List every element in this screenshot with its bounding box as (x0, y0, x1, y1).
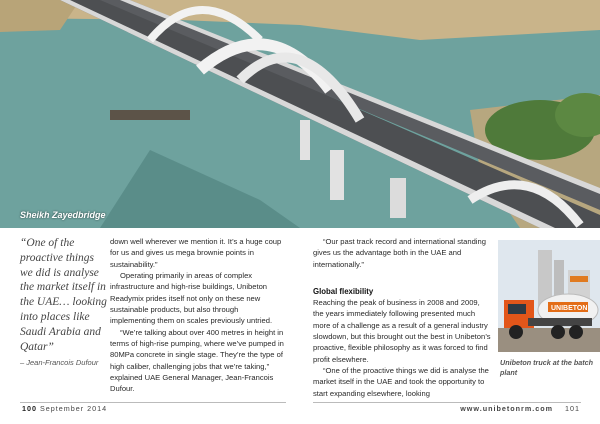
page-number-left: 100 (22, 404, 37, 413)
article-column-3 (313, 236, 491, 399)
footer-rule-left (20, 402, 286, 403)
photo-caption: Sheikh Zayedbridge (20, 210, 106, 220)
website-url[interactable]: www.unibetonrm.com (460, 404, 553, 413)
truck-brand-text: UNIBETON (551, 305, 588, 312)
paragraph: “Our past track record and international standing gives us the advantage both in the UAE and internationally.” (313, 237, 486, 269)
pull-quote: “One of the proactive things we did is analyse the market itself in the UAE… looking into places like Saudi Arabia and Qatar” (20, 237, 107, 353)
footer-right (460, 404, 580, 413)
section-heading: Global flexibility (313, 287, 374, 297)
issue-date: September 2014 (40, 404, 108, 413)
paragraph: Reaching the peak of business in 2008 and 2009, the years immediately following presented much more of a challenge as a result of a general industry slowdown, but this brought out the best in Unibeton’s proactive, flexible philosophy as it was forced to find profit elsewhere. (313, 298, 491, 364)
truck-illustration (498, 240, 600, 352)
paragraph: Operating primarily in areas of complex infrastructure and high-rise buildings, Unibeton Readymix prides itself not only on these new sustainable products, but also through implementing them on scales previously untried. (110, 271, 273, 326)
paragraph: “We’re talking about over 400 metres in height in terms of high-rise pumping, where we’ve pumped in 80MPa concrete in single stage. They’re the type of high caliber, challenging jobs that we’re taking,” explained UAE General Manager, Jean-Francois Dufour. (110, 327, 284, 394)
footer-rule-right (313, 402, 581, 403)
truck-photo (498, 240, 600, 352)
page-number-right: 101 (565, 404, 580, 413)
truck-caption: Unibeton truck at the batch plant (500, 358, 594, 377)
article-column-2 (110, 236, 285, 395)
footer-left (22, 404, 107, 413)
paragraph: “One of the proactive things we did is analyse the market itself in the UAE and took the opportunity to start expanding elsewhere, looking (313, 366, 489, 398)
pull-quote-attribution: – Jean-Francois Dufour (20, 358, 99, 367)
paragraph: down well wherever we mention it. It’s a huge coup for us and gives us mega brownie points in sustainability.” (110, 237, 282, 269)
